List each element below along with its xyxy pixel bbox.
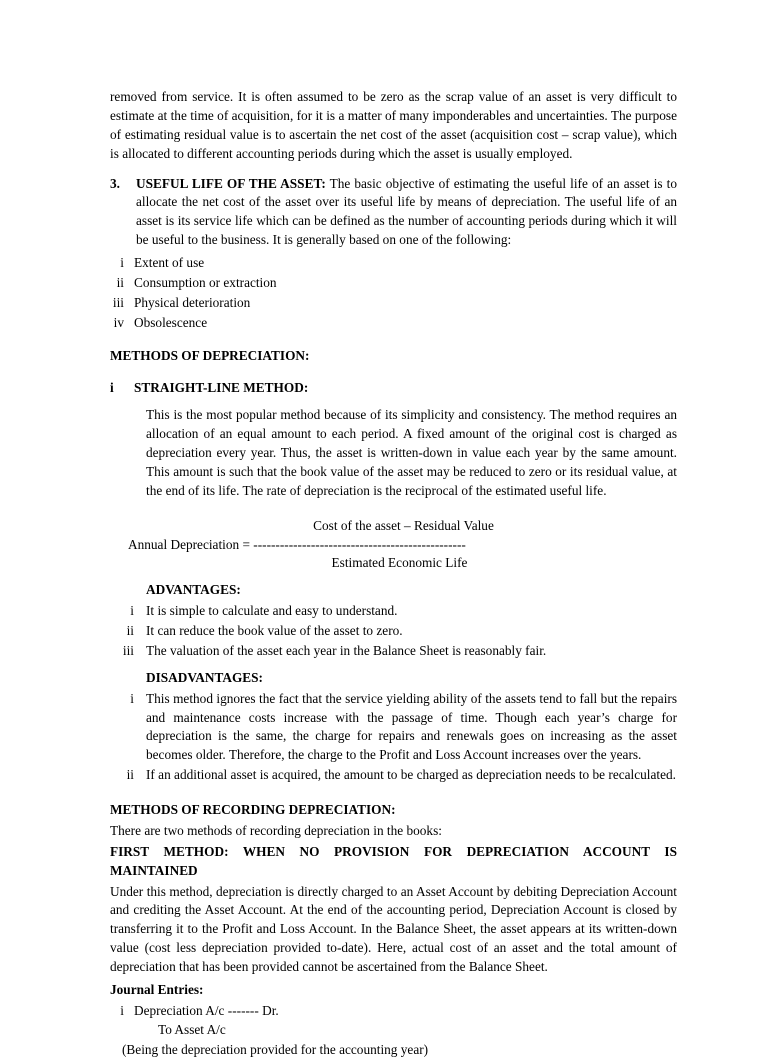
list-item [110, 766, 677, 785]
recording-intro: There are two methods of recording depreciation in the books: [110, 822, 677, 841]
list-text: The valuation of the asset each year in the Balance Sheet is reasonably fair. [146, 642, 677, 661]
list-marker: iii [110, 642, 146, 661]
section-3-text: The basic objective of estimating the useful life of an asset is to allocate the net cost of the asset over its useful life by means of depreciation. The useful life of an asset is its service life which can be defined as the number of accounting periods during which it will be useful to the business. It is generally based on one of the following: [136, 176, 677, 248]
list-marker: i [110, 690, 146, 766]
list-text: This method ignores the fact that the service yielding ability of the assets tend to fall but the repairs and maintenance costs increase with the passage of time. Though each year’s charge for depreciation is the same, the charge for repairs and renewals goes on increasing as the asset becomes older. Therefore, the charge to the Profit and Loss Account increases over the years. [146, 690, 677, 766]
list-item [110, 274, 677, 293]
section-3-body [136, 175, 677, 251]
depreciation-formula [110, 517, 677, 574]
list-text: It can reduce the book value of the asset to zero. [146, 622, 677, 641]
list-marker: i [110, 254, 134, 273]
list-marker: ii [110, 274, 134, 293]
straight-line-paragraph: This is the most popular method because of its simplicity and consistency. The method requires an allocation of an equal amount to each period. A fixed amount of the original cost is charged as depreciation every year. Thus, the asset is written-down in value each year by the same amount. This amount is such that the book value of the asset may be reduced to zero or its residual value, at the end of its life. The rate of depreciation is the reciprocal of the estimated useful life. [146, 406, 677, 500]
list-marker: iii [110, 294, 134, 313]
list-text: It is simple to calculate and easy to understand. [146, 602, 677, 621]
section-3-number: 3. [110, 175, 136, 251]
list-marker: ii [110, 766, 146, 785]
methods-of-depreciation-heading: METHODS OF DEPRECIATION: [110, 347, 677, 366]
list-marker: iv [110, 314, 134, 333]
list-marker: i [110, 1002, 134, 1021]
list-item [110, 690, 677, 766]
list-item [110, 1002, 677, 1021]
formula-equation: Annual Depreciation = ------------------------------------------------ [128, 536, 677, 555]
list-marker: i [110, 602, 146, 621]
list-marker: ii [110, 622, 146, 641]
list-text: Obsolescence [134, 314, 677, 333]
formula-numerator: Cost of the asset – Residual Value [130, 517, 677, 536]
useful-life-list [110, 254, 677, 333]
list-item [110, 294, 677, 313]
disadvantages-list [110, 690, 677, 785]
list-text: Extent of use [134, 254, 677, 273]
list-text: Consumption or extraction [134, 274, 677, 293]
list-text: Physical deterioration [134, 294, 677, 313]
list-item [110, 622, 677, 641]
journal-note: (Being the depreciation provided for the accounting year) [122, 1041, 677, 1059]
straight-line-method-heading [110, 379, 677, 398]
advantages-heading: ADVANTAGES: [146, 581, 677, 600]
list-text: If an additional asset is acquired, the amount to be charged as depreciation needs to be recalculated. [146, 766, 677, 785]
advantages-list [110, 602, 677, 661]
journal-entries-list [110, 1002, 677, 1021]
first-method-text: Under this method, depreciation is directly charged to an Asset Account by debiting Depreciation Account and crediting the Asset Account. At the end of the accounting period, Depreciation Account is closed by transferring it to the Profit and Loss Account. In the Balance Sheet, the asset appears at its written-down value (cost less depreciation provided to-date). Here, actual cost of an asset and the total amount of depreciation that has been provided cannot be ascertained from the Balance Sheet. [110, 883, 677, 977]
journal-entries-heading: Journal Entries: [110, 981, 677, 1000]
list-item [110, 254, 677, 273]
methods-of-recording-heading: METHODS OF RECORDING DEPRECIATION: [110, 801, 677, 820]
list-item [110, 314, 677, 333]
list-text: Depreciation A/c ------- Dr. [134, 1002, 279, 1021]
formula-denominator: Estimated Economic Life [122, 554, 677, 573]
first-method-heading: FIRST METHOD: WHEN NO PROVISION FOR DEPRECIATION ACCOUNT IS MAINTAINED [110, 843, 677, 881]
straight-line-marker: i [110, 379, 134, 398]
document-content [110, 88, 677, 1059]
list-item [110, 642, 677, 661]
section-3 [110, 175, 677, 251]
straight-line-title: STRAIGHT-LINE METHOD: [134, 379, 308, 398]
journal-credit-line: To Asset A/c [158, 1021, 677, 1040]
opening-paragraph: removed from service. It is often assumed to be zero as the scrap value of an asset is very difficult to estimate at the time of acquisition, for it is a matter of many imponderables and uncertainties. The purpose of estimating residual value is to ascertain the net cost of the asset (acquisition cost – scrap value), which is allocated to different accounting periods during which the asset is usually employed. [110, 88, 677, 164]
section-3-title: USEFUL LIFE OF THE ASSET: [136, 176, 326, 191]
disadvantages-heading: DISADVANTAGES: [146, 669, 677, 688]
list-item [110, 602, 677, 621]
